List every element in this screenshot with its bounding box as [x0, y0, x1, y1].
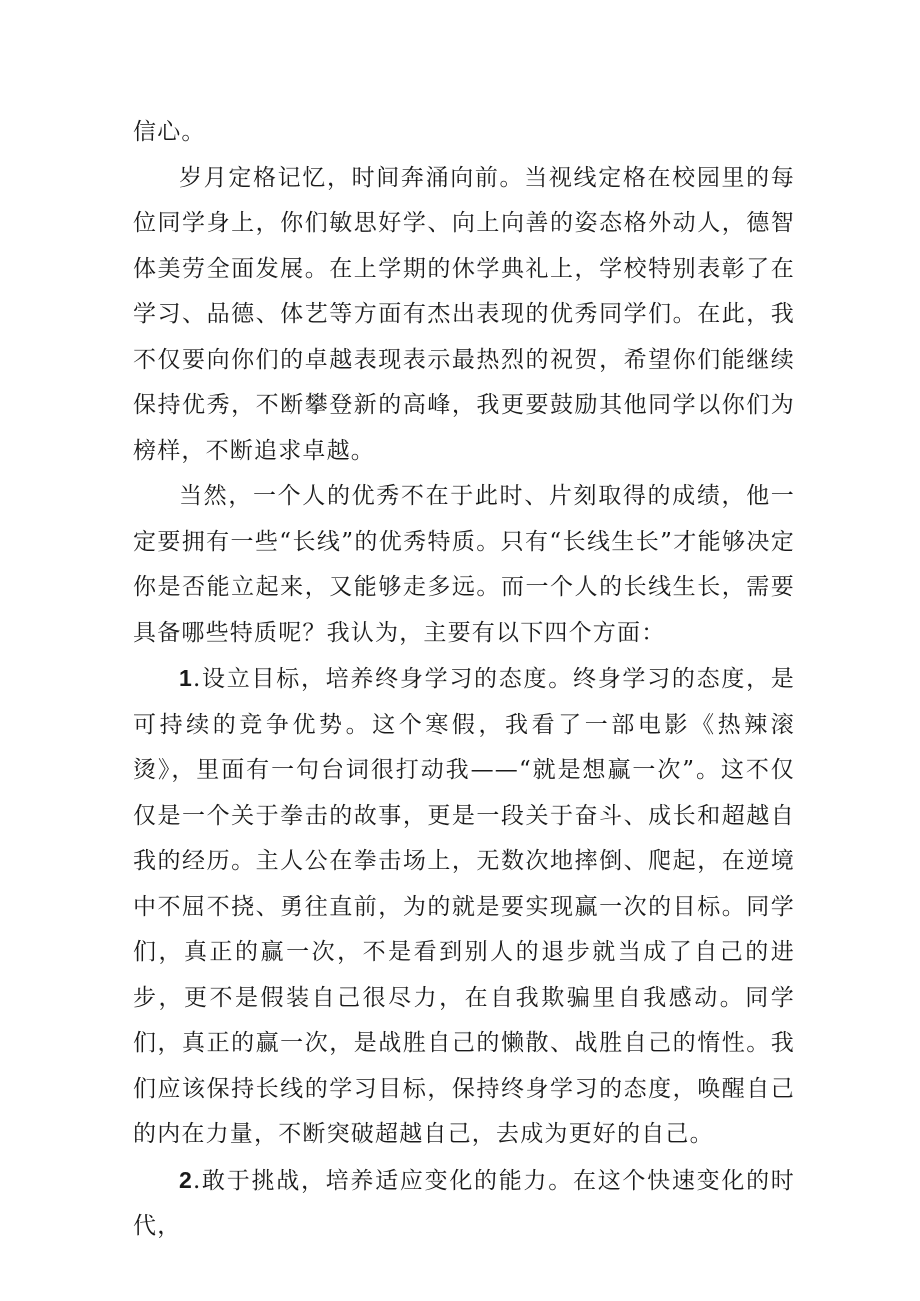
list-number: 1	[179, 665, 193, 691]
paragraph-point-2	[133, 1158, 795, 1250]
document-body	[133, 110, 795, 1250]
paragraph-point-1	[133, 656, 795, 1158]
paragraph-text: 岁月定格记忆，时间奔涌向前。当视线定格在校园里的每位同学身上，你们敏思好学、向上向善的姿态格外动人，德智体美劳全面发展。在上学期的休学典礼上，学校特别表彰了在学习、品德、体艺等方面有杰出表现的优秀同学们。在此，我不仅要向你们的卓越表现表示最热烈的祝贺，希望你们能继续保持优秀，不断攀登新的高峰，我更要鼓励其他同学以你们为榜样，不断追求卓越。	[133, 164, 795, 464]
paragraph-long-term-growth	[133, 474, 795, 656]
paragraph-text: .设立目标，培养终身学习的态度。终身学习的态度，是可持续的竞争优势。这个寒假，我看了一部电影《热辣滚烫》，里面有一句台词很打动我——“就是想赢一次”。这不仅仅是一个关于拳击的故事，更是一段关于奋斗、成长和超越自我的经历。主人公在拳击场上，无数次地摔倒、爬起，在逆境中不屈不挠、勇往直前，为的就是要实现赢一次的目标。同学们，真正的赢一次，不是看到别人的退步就当成了自己的进步，更不是假装自己很尽力，在自我欺骗里自我感动。同学们，真正的赢一次，是战胜自己的懒散、战胜自己的惰性。我们应该保持长线的学习目标，保持终身学习的态度，唤醒自己的内在力量，不断突破超越自己，去成为更好的自己。	[133, 666, 795, 1147]
paragraph-text: .敢于挑战，培养适应变化的能力。在这个快速变化的时代，	[133, 1167, 795, 1239]
list-number: 2	[179, 1166, 193, 1193]
paragraph-text: 当然，一个人的优秀不在于此时、片刻取得的成绩，他一定要拥有一些“长线”的优秀特质。只有“长线生长”才能够决定你是否能立起来，又能够走多远。而一个人的长线生长，需要具备哪些特质呢？我认为，主要有以下四个方面：	[133, 483, 795, 646]
paragraph-text: 信心。	[133, 119, 206, 145]
paragraph-continuation	[133, 110, 795, 156]
paragraph-achievements	[133, 156, 795, 475]
